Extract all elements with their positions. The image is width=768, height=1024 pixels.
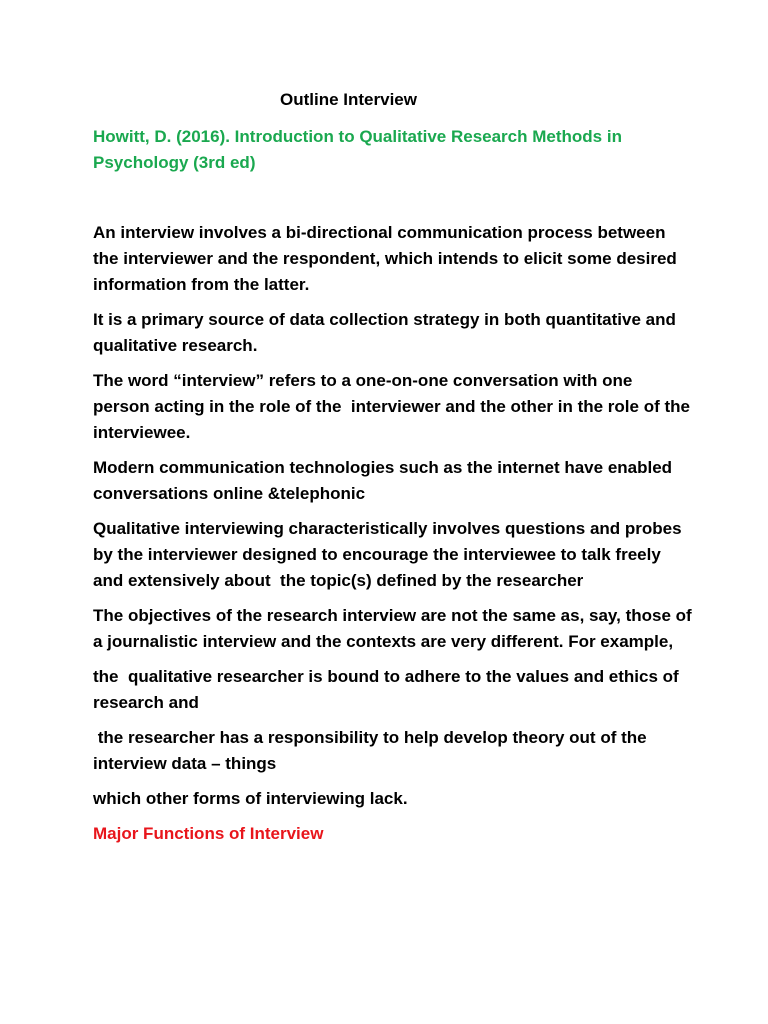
body-text [93, 220, 697, 847]
citation: Howitt, D. (2016). Introduction to Qualitative Research Methods in Psychology (3rd ed) [93, 127, 622, 172]
paragraph: An interview involves a bi-directional communication process between the interviewer and the respondent, which intends to elicit some desired information from the latter. [93, 223, 682, 294]
paragraph: The word “interview” refers to a one-on-one conversation with one person acting in the role of the interviewer and the other in the role of the interviewee. [93, 371, 695, 442]
document-title: Outline Interview [280, 90, 417, 109]
paragraph: the researcher has a responsibility to help develop theory out of the interview data – things [93, 728, 652, 773]
paragraph: the qualitative researcher is bound to adhere to the values and ethics of research and [93, 667, 684, 712]
paragraph: The objectives of the research interview are not the same as, say, those of a journalistic interview and the contexts are very different. For example, [93, 606, 697, 651]
section-heading: Major Functions of Interview [93, 824, 324, 843]
paragraph: Modern communication technologies such as the internet have enabled conversations online &telephonic [93, 458, 677, 503]
paragraph: which other forms of interviewing lack. [93, 789, 408, 808]
paragraph: Qualitative interviewing characteristically involves questions and probes by the interviewer designed to encourage the interviewee to talk freely and extensively about the topic(s) defined by the researcher [93, 519, 687, 590]
paragraph: It is a primary source of data collection strategy in both quantitative and qualitative research. [93, 310, 681, 355]
